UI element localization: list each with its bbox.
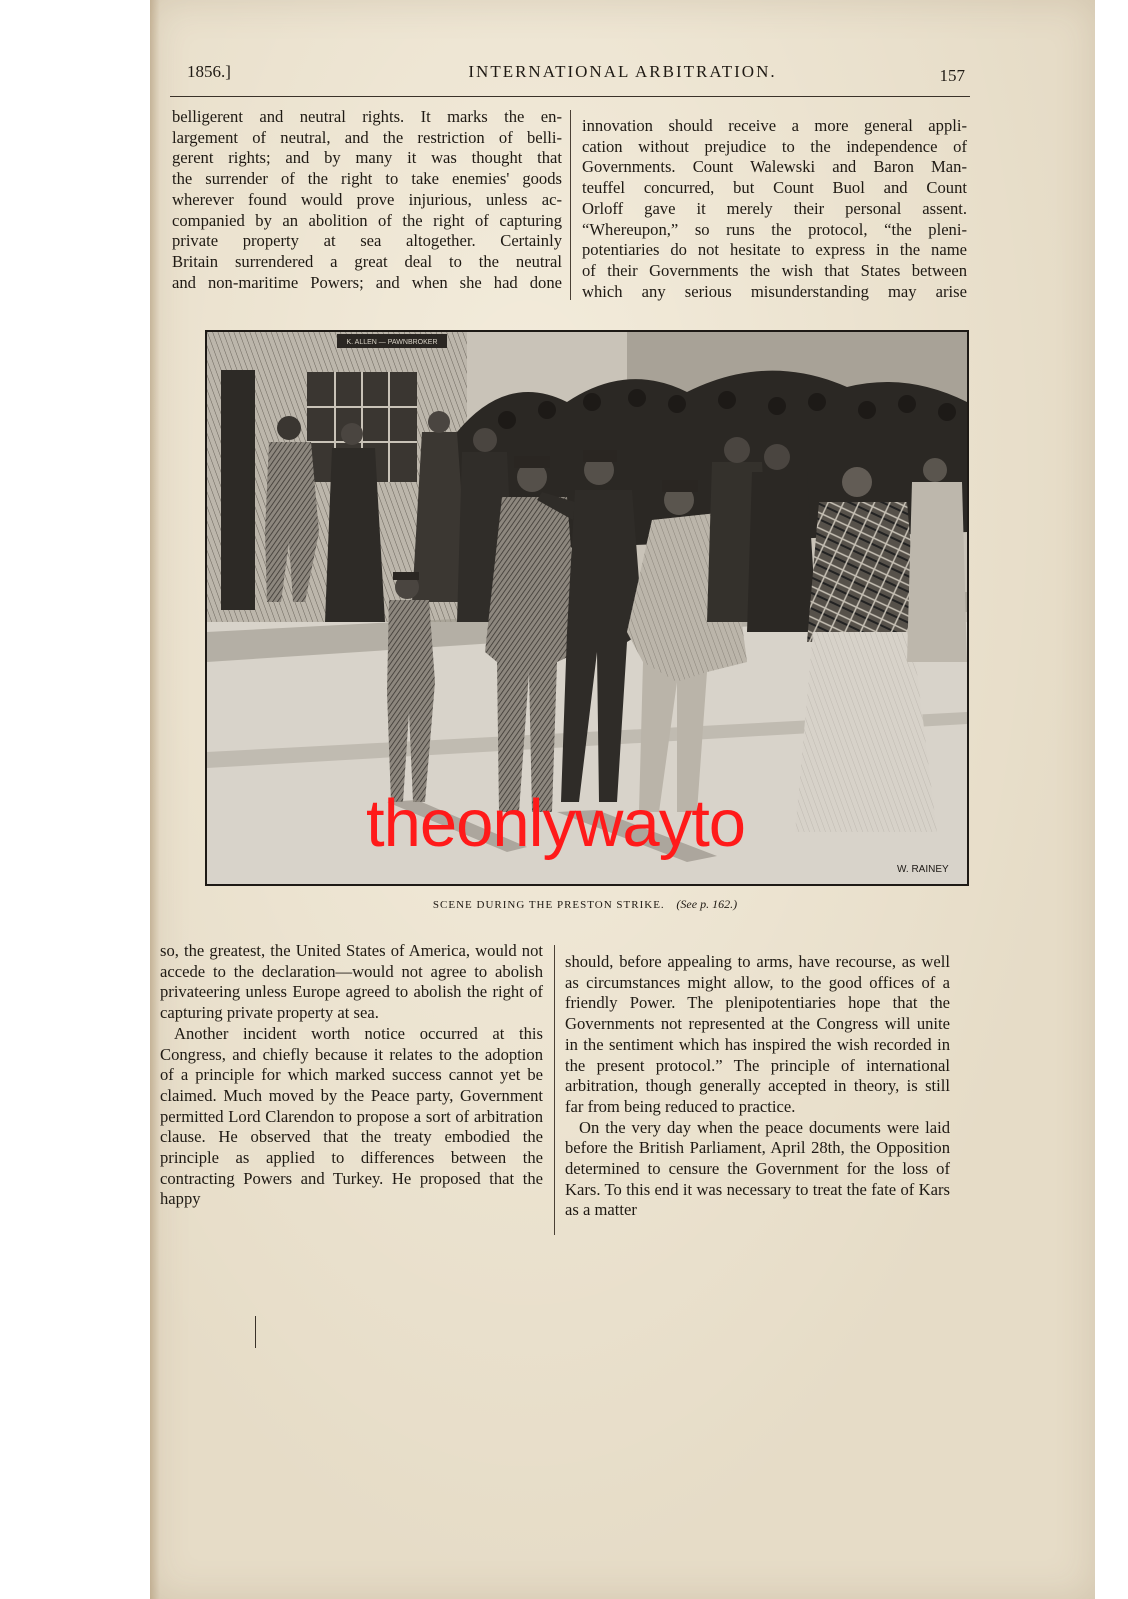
artist-signature: W. RAINEY [897,864,949,875]
caption-text: SCENE DURING THE PRESTON STRIKE. [432,899,665,911]
top-left-column [172,107,562,293]
running-head-year: 1856.] [187,62,231,81]
paragraph: should, before appealing to arms, have recourse, as well as circumstances might allow, to the good offices of a friendly Power. The plenipotentiaries hope that the Governments not represented at the Congress will unite in the sentiment which has inspired the wish recorded in the present protocol.” The principle of international arbitration, though generally accepted in theory, is still far from being reduced to practice. [565,952,950,1116]
watermark-text: theonlywayto [366,786,746,861]
text-line: Orloff gave it merely their personal assent. [582,198,967,218]
text-line: largement of neutral, and the restriction of belli- [172,127,562,147]
bottom-column-divider [554,945,555,1235]
text-line: and non-maritime Powers; and when she had done [172,272,562,292]
text-line: which any serious misunderstanding may arise [582,281,967,301]
page-edge-shadow [150,0,160,1599]
margin-mark [255,1316,256,1348]
bottom-left-column [160,941,543,1210]
text-line: Britain surrendered a great deal to the neutral [172,251,562,271]
paragraph: so, the greatest, the United States of America, would not accede to the declaration—would not agree to abolish privateering unless Europe agreed to abolish the right of capturing private property at sea. [160,941,543,1023]
top-right-column [582,116,967,302]
top-column-divider [570,110,571,300]
paragraph: Another incident worth notice occurred at this Congress, and chiefly because it relates to the adoption of a principle for which marked success cannot yet be claimed. Much moved by the Peace party, Government permitted Lord Clarendon to propose a sort of arbitration clause. He observed that the treaty embodied the principle as applied to differences between the contracting Powers and Turkey. He proposed that the happy [160,1023,543,1209]
header-rule [170,96,970,97]
text-line: belligerent and neutral rights. It marks the en- [172,107,562,126]
text-line: companied by an abolition of the right of capturing [172,210,562,230]
shop-sign-text: K. ALLEN — PAWNBROKER [346,339,438,346]
running-head-title: INTERNATIONAL ARBITRATION. [468,62,777,81]
text-line: cation without prejudice to the independence of [582,136,967,156]
text-line: private property at sea altogether. Certainly [172,231,562,251]
illustration-caption [205,897,965,912]
text-line: gerent rights; and by many it was thought that [172,148,562,168]
caption-reference: (See p. 162.) [676,897,738,911]
text-line: teuffel concurred, but Count Buol and Count [582,178,967,198]
scanned-page [150,0,1095,1599]
bottom-right-column [565,952,950,1221]
text-line: Governments. Count Walewski and Baron Man- [582,157,967,177]
text-line: of their Governments the wish that States between [582,260,967,280]
text-line: wherever found would prove injurious, unless ac- [172,189,562,209]
text-line: innovation should receive a more general appli- [582,116,967,135]
text-line: “Whereupon,” so runs the protocol, “the pleni- [582,219,967,239]
page-number: 157 [939,66,965,85]
paragraph: On the very day when the peace documents were laid before the British Parliament, April 28th, the Opposition determined to censure the Government for the loss of Kars. To this end it was necessary to treat the fate of Kars as a matter [565,1117,950,1220]
text-line: potentiaries do not hesitate to express in the name [582,240,967,260]
text-line: the surrender of the right to take enemies' goods [172,169,562,189]
